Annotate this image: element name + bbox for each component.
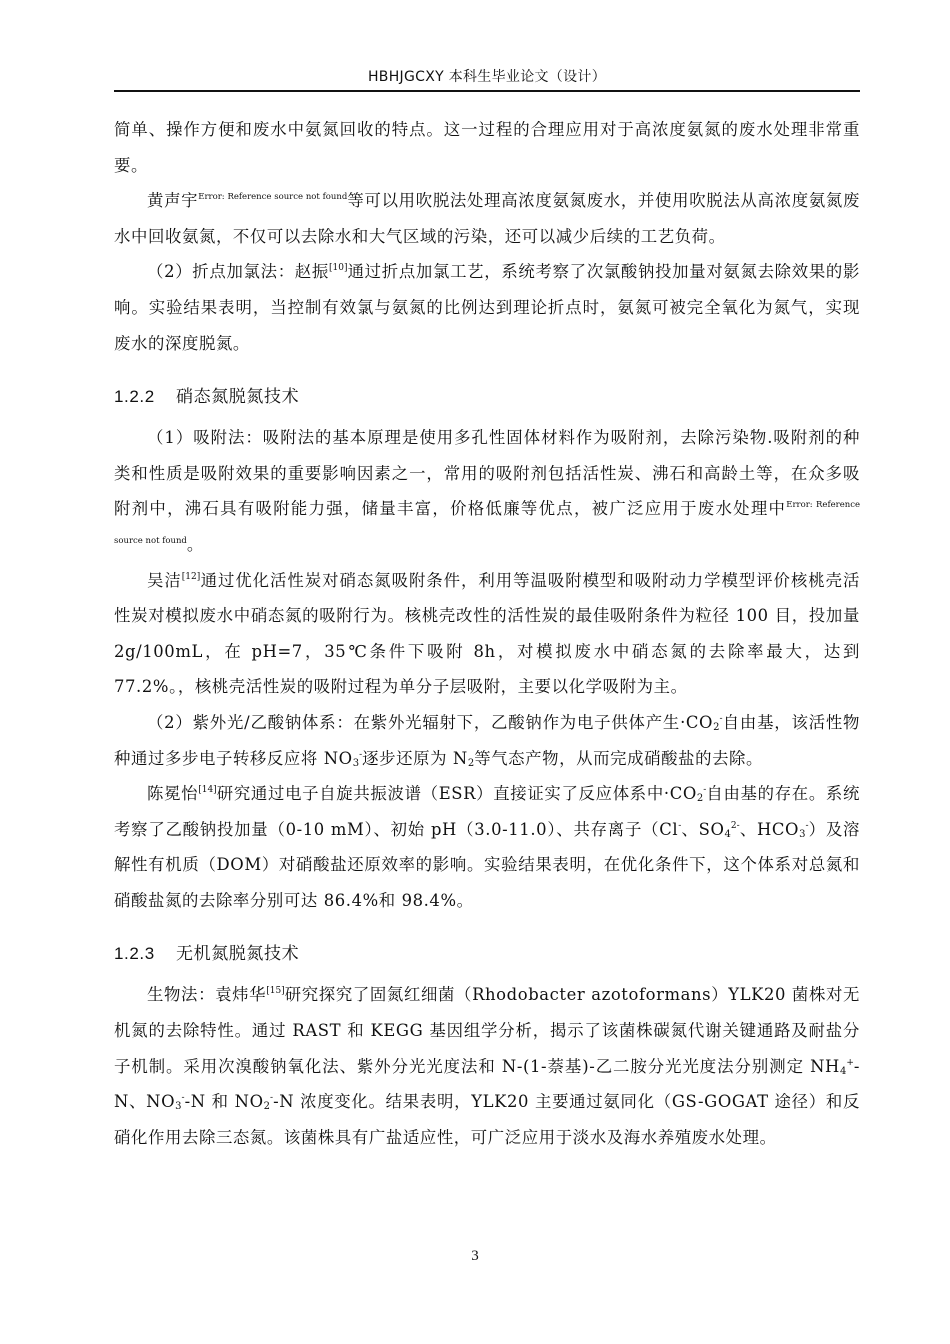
- page-body: [114, 112, 860, 1155]
- header-rule: [114, 90, 860, 92]
- citation: [12]: [181, 571, 201, 582]
- paragraph: （2）紫外光/乙酸钠体系：在紫外光辐射下，乙酸钠作为电子供体产生$\cdot CO_2^-$自由基，该活性物种通过多步电子转移反应将 $NO_3^-$逐步还原为 $N_2$等气态产物，从而完成硝酸盐的去除。: [114, 712, 860, 769]
- section-number: 1.2.3: [114, 944, 155, 964]
- paragraph: （2）折点加氯法：赵振[10]通过折点加氯工艺，系统考察了次氯酸钠投加量对氨氮去除效果的影响。实验结果表明，当控制有效氯与氨氮的比例达到理论折点时，氨氮可被完全氧化为氮气，实现废水的深度脱氮。: [114, 262, 861, 353]
- reference-error: Error: Reference source not found: [114, 500, 860, 546]
- citation: [14]: [198, 785, 217, 796]
- citation: [15]: [266, 986, 285, 997]
- page-number: 3: [471, 1248, 479, 1264]
- paragraph: 陈冕怡[14]研究通过电子自旋共振波谱（ESR）直接证实了反应体系中$\cdot CO_2^-$自由基的存在。系统考察了乙酸钠投加量（0-10 mM）、初始 pH（3.0-11.0）、共存离子（Cl-、$SO_4^{2-}$、$HCO_3^-$）及溶解性有机质（DOM）对硝酸盐还原效率的影响。实验结果表明，在优化条件下，这个体系对总氮和硝酸盐氮的去除率分别可达 86.4%和 98.4%。: [114, 784, 860, 910]
- paragraph: 吴洁[12]通过优化活性炭对硝态氮吸附条件，利用等温吸附模型和吸附动力学模型评价核桃壳活性炭对模拟废水中硝态氮的吸附行为。核桃壳改性的活性炭的最佳吸附条件为粒径 100 目，投加量 2g/100mL，在 pH=7，35℃条件下吸附 8h，对模拟废水中硝态氮的去除率最大，达到 77.2%。，核桃壳活性炭的吸附过程为单分子层吸附，主要以化学吸附为主。: [114, 570, 860, 697]
- reference-error: Error: Reference source not found: [198, 192, 348, 203]
- section-title: 无机氮脱氮技术: [176, 944, 300, 965]
- running-header: HBHJGCXY 本科生毕业论文（设计）: [367, 69, 606, 85]
- section-number: 1.2.2: [114, 387, 155, 407]
- section-heading: [114, 381, 860, 413]
- section-heading: [114, 938, 860, 970]
- paragraph: 简单、操作方便和废水中氨氮回收的特点。这一过程的合理应用对于高浓度氨氮的废水处理非常重要。: [114, 120, 860, 175]
- paragraph: 黄声宇$^{Error: Reference source not found}$等可以用吹脱法处理高浓度氨氮废水，并使用吹脱法从高浓度氨氮废水中回收氨氮，不仅可以去除水和大气区域的污染，还可以减少后续的工艺负荷。: [114, 191, 860, 246]
- citation: [10]: [328, 263, 348, 274]
- section-title: 硝态氮脱氮技术: [176, 387, 300, 408]
- paragraph: （1）吸附法：吸附法的基本原理是使用多孔性固体材料作为吸附剂，去除污染物.吸附剂的种类和性质是吸附效果的重要影响因素之一，常用的吸附剂包括活性炭、沸石和高龄土等，在众多吸附剂中，沸石具有吸附能力强，储量丰富，价格低廉等优点，被广泛应用于废水处理中$^{Error: Reference source not found}$。: [114, 428, 860, 554]
- paragraph: 生物法：袁炜华[15]研究探究了固氮红细菌（Rhodobacter azotoformans）YLK20 菌株对无机氮的去除特性。通过 RAST 和 KEGG 基因组学分析，揭示了该菌株碳氮代谢关键通路及耐盐分子机制。采用次溴酸钠氧化法、紫外分光光度法和 N-(1-萘基)-乙二胺分光光度法分别测定 $NH_4^+-N$、$NO_3^--N$ 和 $NO_2^--N$ 浓度变化。结果表明，YLK20 主要通过氨同化（GS-GOGAT 途径）和反硝化作用去除三态氮。该菌株具有广盐适应性，可广泛应用于淡水及海水养殖废水处理。: [114, 985, 861, 1147]
